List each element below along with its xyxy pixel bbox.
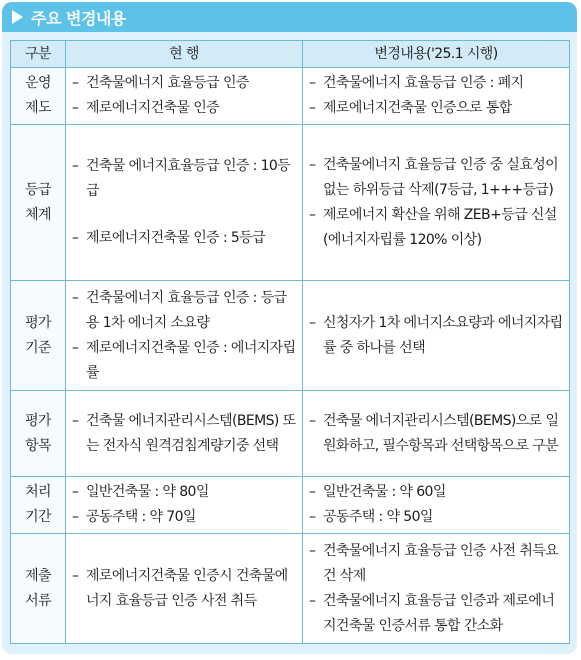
- row-current-cell: [66, 391, 303, 477]
- item-text: 일반건축물 : 약 60일: [323, 484, 446, 500]
- item-text: 신청자가 1차 에너지소요량과 에너지자립률 중 하나를 선택: [323, 314, 563, 356]
- list-item: [309, 153, 563, 203]
- row-category: 평가 기준: [11, 281, 66, 391]
- row-changed-cell: [303, 281, 570, 391]
- list-item: [72, 409, 296, 459]
- bullet-dash: –: [72, 289, 79, 306]
- row-category: 제출 서류: [11, 534, 66, 644]
- bullet-dash: –: [309, 542, 316, 559]
- item-text: 건축물 에너지관리시스템(BEMS)으로 일원화하고, 필수항목과 선택항목으로 구분: [323, 412, 559, 454]
- list-item: [309, 71, 563, 96]
- bullet-dash: –: [309, 156, 316, 173]
- list-item: [72, 226, 296, 251]
- row-current-cell: [66, 125, 303, 281]
- row-current-cell: [66, 68, 303, 125]
- column-header-current: 현 행: [66, 41, 303, 68]
- bullet-dash: –: [72, 509, 79, 525]
- row-changed-cell: [303, 68, 570, 125]
- list-item: [309, 589, 563, 639]
- box-header: [2, 2, 577, 32]
- list-item: [72, 154, 296, 204]
- item-text: 건축물 에너지효율등급 인증 : 10등급: [86, 158, 291, 199]
- bullet-dash: –: [72, 100, 79, 116]
- bullet-dash: –: [309, 412, 316, 429]
- table-row: [11, 534, 570, 644]
- list-item: [309, 505, 563, 530]
- bullet-dash: –: [309, 509, 316, 525]
- list-item: [72, 71, 296, 96]
- item-text: 공동주택 : 약 50일: [323, 509, 433, 525]
- table-header-row: [11, 41, 570, 68]
- row-current-cell: [66, 281, 303, 391]
- item-text: 건축물에너지 효율등급 인증 중 실효성이 없는 하위등급 삭제(7등급, 1+++등급): [323, 156, 559, 198]
- list-item: [309, 480, 563, 505]
- row-changed-cell: [303, 477, 570, 534]
- item-text: 제로에너지 확산을 위해 ZEB+등급 신설 (에너지자립률 120% 이상): [323, 206, 557, 248]
- row-category: 처리 기간: [11, 477, 66, 534]
- table-row: [11, 391, 570, 477]
- bullet-dash: –: [309, 484, 316, 500]
- list-item: [309, 539, 563, 589]
- bullet-dash: –: [72, 158, 79, 174]
- list-item: [309, 311, 563, 361]
- item-text: 공동주택 : 약 70일: [86, 509, 196, 525]
- row-category: 평가 항목: [11, 391, 66, 477]
- item-text: 건축물에너지 효율등급 인증 : 등급용 1차 에너지 소요량: [86, 289, 287, 331]
- item-text: 제로에너지건축물 인증: [86, 100, 220, 116]
- triangle-icon: [12, 10, 23, 24]
- bullet-dash: –: [72, 75, 79, 91]
- item-text: 건축물에너지 효율등급 인증: [86, 75, 249, 91]
- bullet-dash: –: [72, 412, 79, 429]
- bullet-dash: –: [309, 100, 316, 116]
- bullet-dash: –: [309, 314, 316, 331]
- bullet-dash: –: [72, 230, 79, 246]
- list-item: [72, 286, 296, 336]
- list-item: [72, 505, 296, 530]
- item-text: 건축물 에너지관리시스템(BEMS) 또는 전자식 원격검침계량기중 선택: [86, 412, 296, 454]
- row-changed-cell: [303, 534, 570, 644]
- bullet-dash: –: [309, 206, 316, 223]
- bullet-dash: –: [72, 484, 79, 500]
- list-item: [309, 409, 563, 459]
- item-text: 건축물에너지 효율등급 인증 사전 취득요건 삭제: [323, 542, 559, 584]
- item-text: 제로에너지건축물 인증시 건축물에너지 효율등급 인증 사전 취득: [86, 567, 288, 609]
- table-row: [11, 125, 570, 281]
- list-item: [72, 564, 296, 614]
- item-text: 건축물에너지 효율등급 인증과 제로에너지건축물 인증서류 통합 간소화: [323, 592, 555, 634]
- table-row: [11, 281, 570, 391]
- info-box: [2, 2, 577, 654]
- item-text: 일반건축물 : 약 80일: [86, 484, 209, 500]
- item-text: 제로에너지건축물 인증 : 에너지자립률: [86, 339, 296, 381]
- list-item: [72, 480, 296, 505]
- table-row: [11, 477, 570, 534]
- item-text: 제로에너지건축물 인증 : 5등급: [86, 230, 266, 246]
- row-current-cell: [66, 534, 303, 644]
- item-text: 건축물에너지 효율등급 인증 : 폐지: [323, 75, 524, 91]
- item-text: 제로에너지건축물 인증으로 통합: [323, 100, 512, 116]
- bullet-dash: –: [309, 592, 316, 609]
- row-category: 등급 체계: [11, 125, 66, 281]
- row-current-cell: [66, 477, 303, 534]
- bullet-dash: –: [72, 339, 79, 356]
- comparison-table: [10, 40, 570, 644]
- column-header-changed: 변경내용('25.1 시행): [303, 41, 570, 68]
- table-row: [11, 68, 570, 125]
- bullet-dash: –: [309, 75, 316, 91]
- list-item: [72, 336, 296, 386]
- column-header-category: 구분: [11, 41, 66, 68]
- row-changed-cell: [303, 125, 570, 281]
- bullet-dash: –: [72, 567, 79, 584]
- list-item: [309, 203, 563, 253]
- list-item: [72, 96, 296, 121]
- row-category: 운영 제도: [11, 68, 66, 125]
- row-changed-cell: [303, 391, 570, 477]
- list-item: [309, 96, 563, 121]
- box-title: 주요 변경내용: [31, 8, 126, 28]
